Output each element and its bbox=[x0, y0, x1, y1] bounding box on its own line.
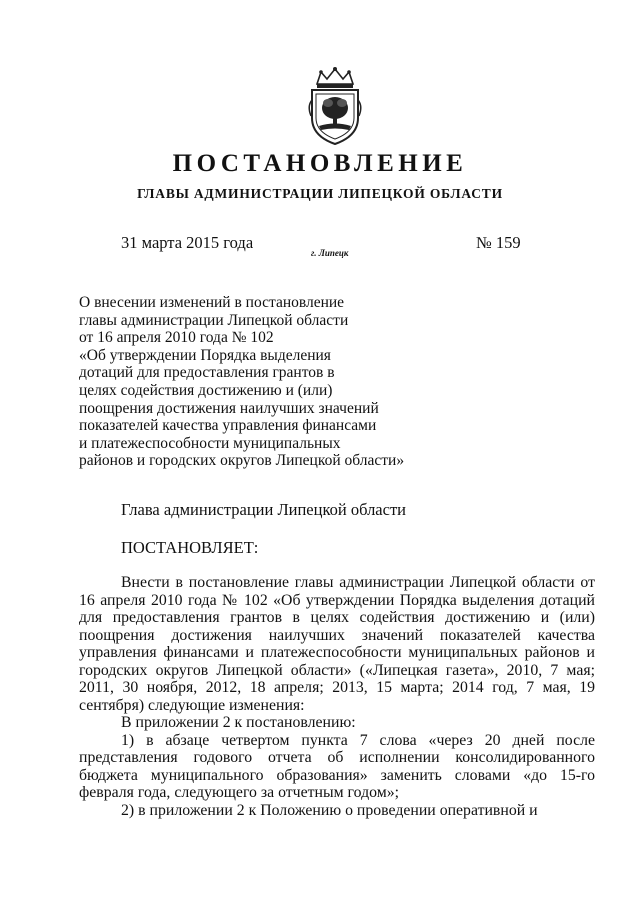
issuer-line: Глава администрации Липецкой области bbox=[121, 500, 406, 519]
document-city: г. Липецк bbox=[311, 248, 349, 258]
body-paragraph: В приложении 2 к постановлению: bbox=[121, 714, 356, 731]
subject-line: О внесении изменений в постановление bbox=[79, 294, 345, 311]
subject-line: главы администрации Липецкой области bbox=[79, 311, 349, 329]
subject-line: от 16 апреля 2010 года № 102 bbox=[79, 329, 274, 347]
body-paragraph: Внести в постановление главы администрации Липецкой области от 16 апреля 2010 года № 102 «Об утверждении Порядка выделения дотаций для предоставления грантов в целях содействия достижению и (или) поощрения достижения наилучших значений показателей качества управления финансами и платежеспособности муниципальных районов и городских округов Липецкой области» («Липецкая газета», 2010, 7 мая; 2011, 30 ноября, 2012, 18 апреля; 2013, 15 марта; 2014 год, 7 мая, 19 сентября) следующие изменения: bbox=[79, 574, 595, 714]
body-paragraph: 1) в абзаце четвертом пункта 7 слова «через 20 дней после представления годового отчета об исполнении консолидированного бюджета муниципального образования» заменить словами «до 15-го февраля года, следующего за отчетным годом»; bbox=[79, 731, 595, 801]
subject-line: «Об утверждении Порядка выделения bbox=[79, 346, 331, 364]
document-title: ПОСТАНОВЛЕНИЕ bbox=[172, 150, 468, 177]
decree-word: ПОСТАНОВЛЯЕТ: bbox=[121, 538, 259, 557]
document-number: № 159 bbox=[476, 233, 521, 252]
document-body bbox=[79, 574, 595, 819]
subject-line: районов и городских округов Липецкой области» bbox=[79, 452, 405, 470]
subject-line: целях содействия достижению и (или) bbox=[79, 381, 333, 399]
lipetsk-coat-of-arms-icon bbox=[303, 66, 367, 146]
document-subtitle: ГЛАВЫ АДМИНИСТРАЦИИ ЛИПЕЦКОЙ ОБЛАСТИ bbox=[137, 186, 503, 201]
document-subject bbox=[79, 294, 439, 470]
document-date: 31 марта 2015 года bbox=[121, 233, 254, 252]
subject-line: показателей качества управления финансами bbox=[79, 417, 377, 435]
subject-line: дотаций для предоставления грантов в bbox=[79, 364, 335, 382]
body-paragraph: 2) в приложении 2 к Положению о проведении оперативной и bbox=[121, 801, 538, 819]
subject-line: и платежеспособности муниципальных bbox=[79, 434, 341, 452]
subject-line: поощрения достижения наилучших значений bbox=[79, 399, 379, 417]
